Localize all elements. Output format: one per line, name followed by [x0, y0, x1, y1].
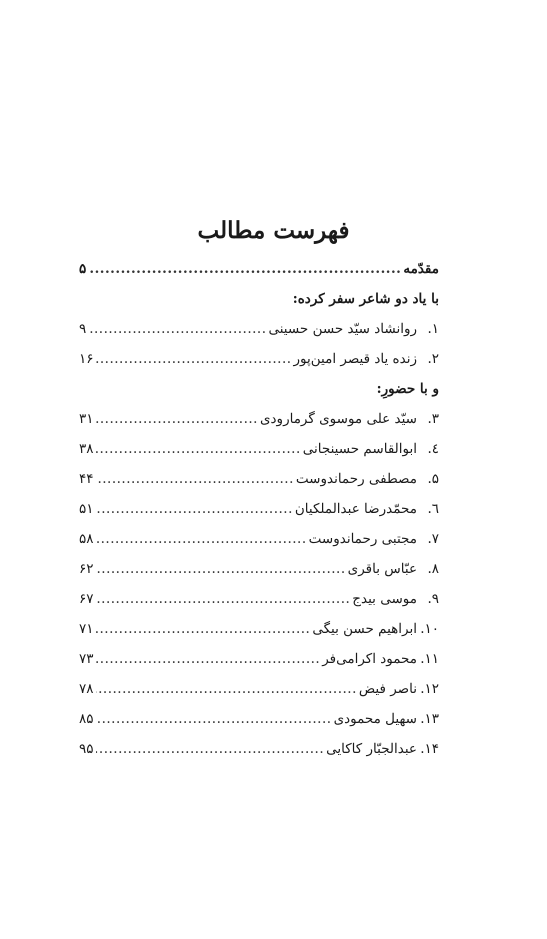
toc-entry-number: ۳.: [427, 411, 439, 427]
toc-entry: [79, 494, 439, 524]
toc-entry-number: ۹.: [427, 591, 439, 607]
toc-entry-label: مجتبی رحماندوست: [308, 531, 417, 547]
toc-entry-number: ۱۴.: [420, 741, 439, 757]
dot-leader: [96, 524, 307, 554]
toc-entry: [79, 404, 439, 434]
toc-page-number: ۵: [79, 261, 87, 277]
dot-leader: [88, 254, 401, 284]
dot-leader: [96, 614, 311, 644]
toc-page-number: ۵۱: [79, 501, 94, 517]
toc-entry-label: ابوالقاسم حسینجانی: [302, 441, 417, 457]
toc-entry-label: مقدّمه: [403, 261, 439, 277]
dot-leader: [96, 584, 351, 614]
dot-leader: [96, 704, 332, 734]
toc-entry-number: ٤.: [427, 441, 439, 457]
toc-page-number: ۹: [79, 321, 87, 337]
section-heading-1: با یاد دو شاعر سفر کرده:: [292, 291, 439, 307]
toc-page-number: ۵۸: [79, 531, 94, 547]
toc-page-number: ۶۲: [79, 561, 94, 577]
toc-page-number: ۷۸: [79, 681, 94, 697]
toc-entry-number: ۱.: [427, 321, 439, 337]
toc-entry: [79, 584, 439, 614]
toc-entry-label: عبدالجبّار کاکایی: [326, 741, 417, 757]
section-2-list: [79, 404, 439, 764]
section-heading-2: و با حضورِ:: [376, 381, 439, 397]
toc-entry-number: ۱۱.: [420, 651, 439, 667]
toc-page-number: ۶۷: [79, 591, 94, 607]
toc-page-number: ۴۴: [79, 471, 94, 487]
section-1-list: [79, 314, 439, 374]
dot-leader: [96, 464, 294, 494]
toc-page-number: ۱۶: [79, 351, 94, 367]
toc-entry-number: ۱۲.: [420, 681, 439, 697]
toc-page-number: ۳۱: [79, 411, 94, 427]
dot-leader: [88, 314, 266, 344]
toc-entry-number: ۸.: [427, 561, 439, 577]
toc-entry: [79, 704, 439, 734]
dot-leader: [96, 434, 301, 464]
toc-entry-label: عبّاس باقری: [347, 561, 417, 577]
dot-leader: [96, 674, 357, 704]
dot-leader: [96, 404, 258, 434]
dot-leader: [96, 494, 293, 524]
toc-entry: [79, 644, 439, 674]
toc-entry-label: مصطفی رحماندوست: [295, 471, 417, 487]
toc-entry-label: ناصر فیض: [358, 681, 417, 697]
toc-entry-number: ۱۰.: [420, 621, 439, 637]
dot-leader: [96, 644, 321, 674]
toc-entry: [79, 524, 439, 554]
toc-entry-label: محمّدرضا عبدالملکیان: [294, 501, 417, 517]
toc-entry: [79, 344, 439, 374]
toc-page-number: ۸۵: [79, 711, 94, 727]
toc-entry: [79, 674, 439, 704]
toc-entry-number: ۷.: [427, 531, 439, 547]
dot-leader: [96, 344, 292, 374]
toc-page-number: ۷۱: [79, 621, 94, 637]
toc-entry: [79, 554, 439, 584]
toc-entry-number: ٦.: [427, 501, 439, 517]
toc-entry-label: زنده یاد قیصر امین‌پور: [293, 351, 417, 367]
toc-entry: [79, 434, 439, 464]
page-title: فهرست مطالب: [197, 217, 350, 244]
dot-leader: [96, 734, 325, 764]
toc-entry-label: موسی بیدج: [352, 591, 417, 607]
toc-page-number: ۹۵: [79, 741, 94, 757]
toc-entry: [79, 464, 439, 494]
toc-entry-label: محمود اکرامی‌فر: [322, 651, 417, 667]
toc-entry: [79, 734, 439, 764]
toc-entry: [79, 314, 439, 344]
toc-entry-intro: [79, 254, 439, 284]
toc-entry-number: ۱۳.: [420, 711, 439, 727]
dot-leader: [96, 554, 346, 584]
toc-entry: [79, 614, 439, 644]
toc-page-number: ۷۳: [79, 651, 94, 667]
toc-page-number: ۳۸: [79, 441, 94, 457]
table-of-contents: [79, 254, 439, 764]
toc-entry-label: سیّد علی موسوی گرمارودی: [259, 411, 417, 427]
toc-entry-label: ابراهیم حسن بیگی: [312, 621, 417, 637]
toc-entry-number: ۵.: [427, 471, 439, 487]
toc-entry-label: سهیل محمودی: [333, 711, 417, 727]
toc-entry-label: روانشاد سیّد حسن حسینی: [268, 321, 417, 337]
toc-entry-number: ۲.: [427, 351, 439, 367]
